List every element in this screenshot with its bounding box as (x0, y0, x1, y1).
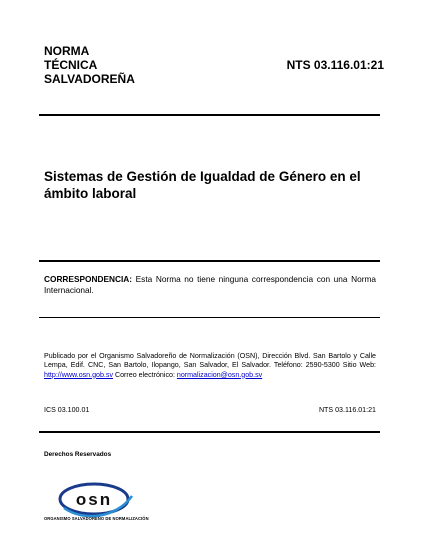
publication-paragraph (44, 352, 376, 380)
title-divider (39, 260, 380, 262)
ics-code: ICS 03.100.01 (44, 406, 90, 414)
standard-code-bottom: NTS 03.116.01:21 (318, 406, 376, 414)
correspondence-text: Esta Norma no tiene ninguna correspondencia con una Norma Internacional. (44, 274, 376, 295)
top-divider (39, 114, 380, 116)
correspondence-divider (39, 317, 380, 318)
heading-line-2: TÉCNICA (44, 58, 98, 72)
website-link[interactable]: http://www.osn.gob.sv (44, 370, 114, 379)
standard-code-top: NTS 03.116.01:21 (286, 58, 384, 72)
document-type-heading (44, 44, 135, 86)
email-label: Correo electrónico: (113, 370, 177, 379)
footer-divider (39, 431, 380, 433)
publication-text: Publicado por el Organismo Salvadoreño de Normalización (OSN), Dirección Blvd. San Bartolo y Calle Lempa, Edif. CNC, San Bartolo, Ilopango, San Salvador, El Salvador. Teléfono: 2590-5300 Sitio Web: (44, 352, 376, 370)
document-title: Sistemas de Gestión de Igualdad de Género en el ámbito laboral (44, 169, 361, 201)
logo-wordmark: osn (75, 490, 113, 509)
correspondence-label: CORRESPONDENCIA: (44, 274, 133, 284)
email-link[interactable]: normalizacion@osn.gob.sv (176, 370, 263, 379)
heading-line-3: SALVADOREÑA (44, 72, 135, 86)
logo-caption: ORGANISMO SALVADOREÑO DE NORMALIZACIÓN (44, 516, 149, 521)
rights-reserved: Derechos Reservados (44, 451, 112, 458)
correspondence-paragraph (44, 274, 376, 296)
heading-line-1: NORMA (44, 44, 90, 58)
